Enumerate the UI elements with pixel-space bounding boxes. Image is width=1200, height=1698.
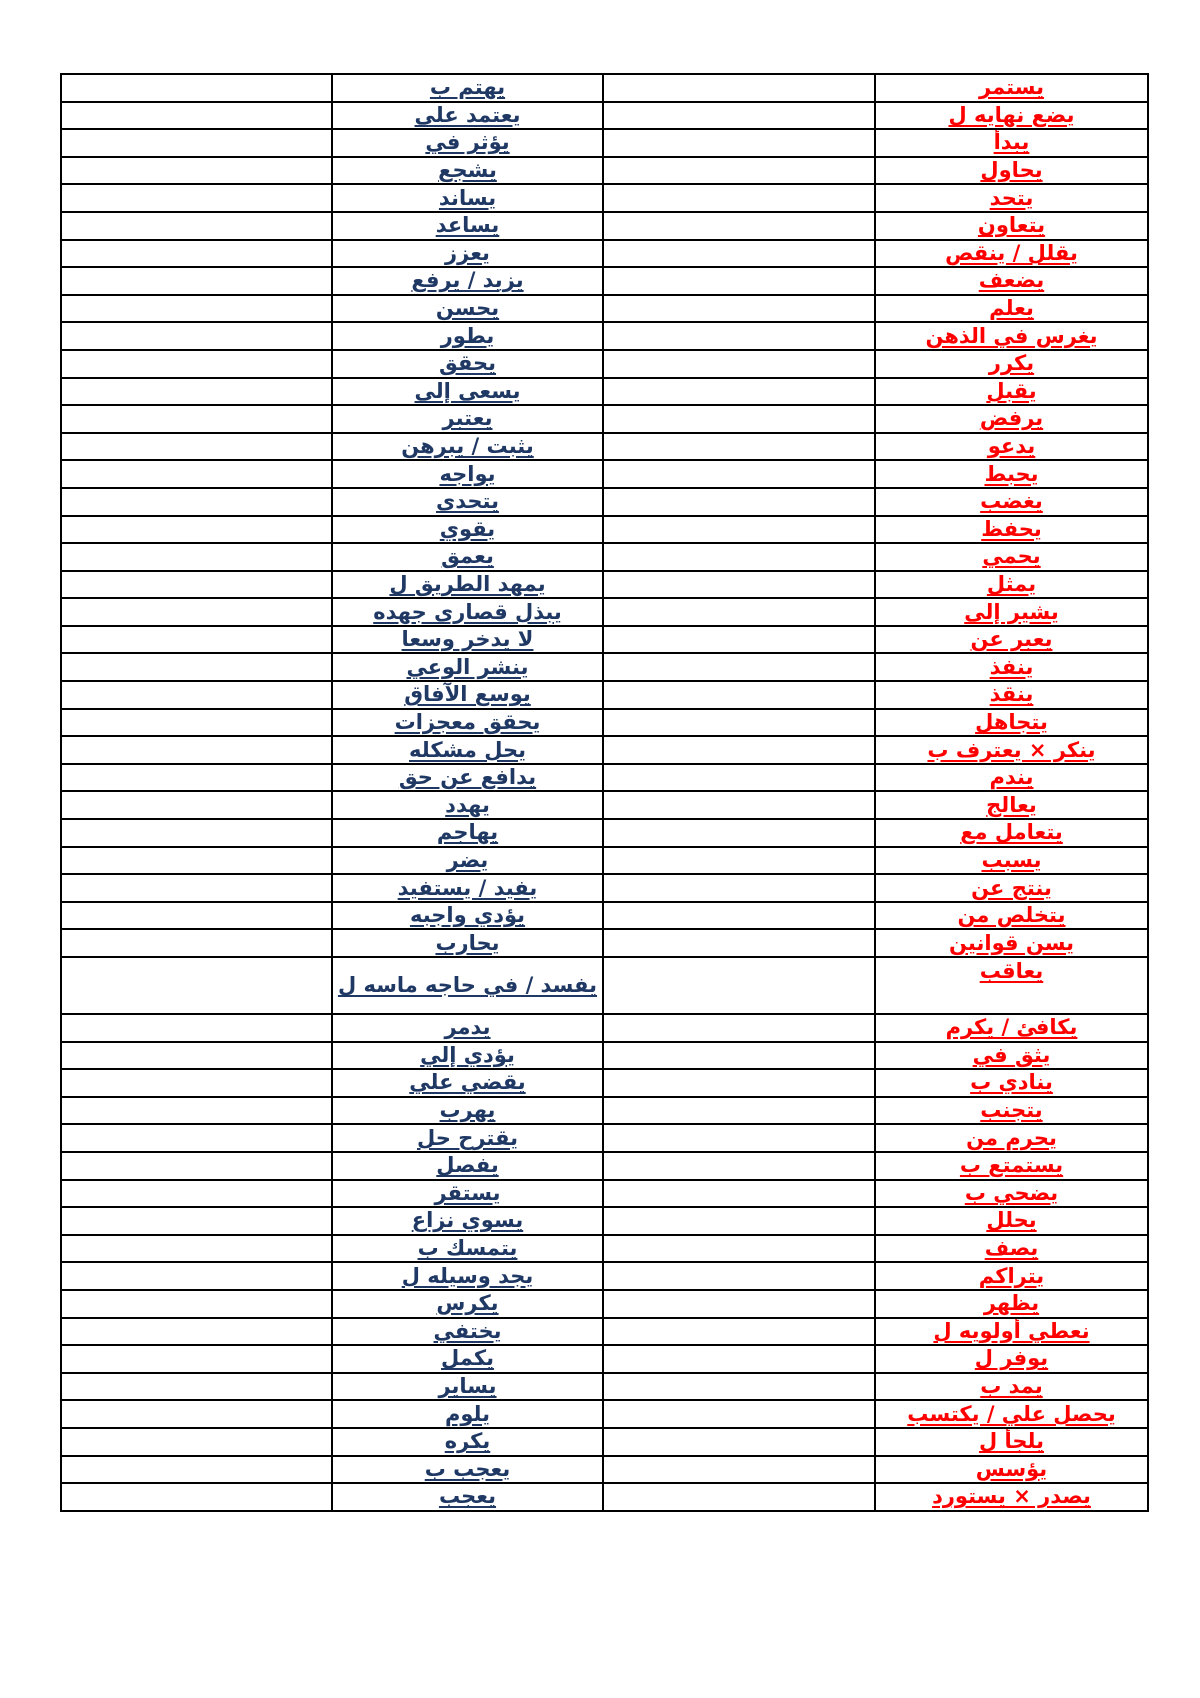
table-row xyxy=(61,902,1148,930)
verb-cell-blue: يعتمد على xyxy=(332,102,603,130)
blank-cell xyxy=(61,874,332,902)
verb-cell-blue: يلوم xyxy=(332,1400,603,1428)
blank-cell xyxy=(603,902,875,930)
blank-cell xyxy=(61,736,332,764)
blank-cell xyxy=(61,488,332,516)
table-row xyxy=(61,929,1148,957)
blank-cell xyxy=(603,405,875,433)
verb-cell-red: يلجأ ل xyxy=(875,1428,1148,1456)
verb-cell-red: يحصل علي / يكتسب xyxy=(875,1400,1148,1428)
blank-cell xyxy=(61,102,332,130)
verb-cell-red: يثق في xyxy=(875,1042,1148,1070)
blank-cell xyxy=(603,874,875,902)
verb-cell-red: يقبل xyxy=(875,378,1148,406)
blank-cell xyxy=(603,267,875,295)
blank-cell xyxy=(603,736,875,764)
blank-cell xyxy=(61,129,332,157)
verb-cell-red: يتراكم xyxy=(875,1262,1148,1290)
blank-cell xyxy=(603,1152,875,1180)
blank-cell xyxy=(61,1152,332,1180)
verb-cell-red: يحرم من xyxy=(875,1124,1148,1152)
blank-cell xyxy=(61,1290,332,1318)
table-row xyxy=(61,1152,1148,1180)
verb-cell-blue: يهدد xyxy=(332,791,603,819)
blank-cell xyxy=(61,1345,332,1373)
table-row xyxy=(61,543,1148,571)
blank-cell xyxy=(61,1069,332,1097)
verb-cell-red: يكرر xyxy=(875,350,1148,378)
table-row xyxy=(61,1124,1148,1152)
verb-cell-blue: يهاجم xyxy=(332,819,603,847)
verb-cell-red: يرفض xyxy=(875,405,1148,433)
blank-cell xyxy=(603,488,875,516)
verb-cell-blue: يمهد الطريق ل xyxy=(332,571,603,599)
table-row xyxy=(61,129,1148,157)
verb-cell-red: يتجاهل xyxy=(875,709,1148,737)
table-row xyxy=(61,1014,1148,1042)
table-row xyxy=(61,791,1148,819)
blank-cell xyxy=(603,240,875,268)
blank-cell xyxy=(61,791,332,819)
blank-cell xyxy=(61,847,332,875)
table-row xyxy=(61,1180,1148,1208)
blank-cell xyxy=(61,460,332,488)
verb-cell-blue: يساير xyxy=(332,1373,603,1401)
verb-cell-blue: يساند xyxy=(332,184,603,212)
verb-cell-blue: يوسع الآفاق xyxy=(332,681,603,709)
table-row xyxy=(61,157,1148,185)
table-row xyxy=(61,212,1148,240)
table-row xyxy=(61,1207,1148,1235)
blank-cell xyxy=(61,74,332,102)
verb-cell-red: يعبر عن xyxy=(875,626,1148,654)
blank-cell xyxy=(603,516,875,544)
verb-cell-blue: يسعى إلى xyxy=(332,378,603,406)
blank-cell xyxy=(603,1456,875,1484)
blank-cell xyxy=(61,1428,332,1456)
blank-cell xyxy=(603,764,875,792)
table-row xyxy=(61,267,1148,295)
verb-cell-blue: يدمر xyxy=(332,1014,603,1042)
verb-cell-blue: يعجب xyxy=(332,1483,603,1511)
verb-cell-blue: يفصل xyxy=(332,1152,603,1180)
blank-cell xyxy=(61,653,332,681)
verb-cell-blue: لا يدخر وسعا xyxy=(332,626,603,654)
blank-cell xyxy=(603,1373,875,1401)
blank-cell xyxy=(603,129,875,157)
blank-cell xyxy=(603,1014,875,1042)
blank-cell xyxy=(61,1207,332,1235)
blank-cell xyxy=(603,1124,875,1152)
blank-cell xyxy=(603,1262,875,1290)
blank-cell xyxy=(61,1483,332,1511)
blank-cell xyxy=(603,598,875,626)
blank-cell xyxy=(61,709,332,737)
blank-cell xyxy=(603,791,875,819)
verb-cell-red: يدعو xyxy=(875,433,1148,461)
verb-cell-red: يصف xyxy=(875,1235,1148,1263)
blank-cell xyxy=(61,764,332,792)
verb-cell-blue: يؤثر في xyxy=(332,129,603,157)
table-row xyxy=(61,1042,1148,1070)
verb-cell-red: يضعف xyxy=(875,267,1148,295)
verb-cell-blue: يحل مشكله xyxy=(332,736,603,764)
verb-cell-red: يحلل xyxy=(875,1207,1148,1235)
verb-cell-blue: يبذل قصارى جهده xyxy=(332,598,603,626)
table-row xyxy=(61,681,1148,709)
blank-cell xyxy=(61,295,332,323)
blank-cell xyxy=(61,1042,332,1070)
verb-cell-red: ينتج عن xyxy=(875,874,1148,902)
table-row xyxy=(61,1097,1148,1125)
table-row xyxy=(61,1345,1148,1373)
blank-cell xyxy=(61,1262,332,1290)
blank-cell xyxy=(61,1124,332,1152)
table-row xyxy=(61,819,1148,847)
blank-cell xyxy=(603,157,875,185)
blank-cell xyxy=(603,1180,875,1208)
table-row xyxy=(61,295,1148,323)
table-row xyxy=(61,184,1148,212)
verb-cell-red: يعلم xyxy=(875,295,1148,323)
blank-cell xyxy=(603,957,875,1014)
table-row xyxy=(61,1235,1148,1263)
table-row xyxy=(61,1428,1148,1456)
verb-cell-red: يحاول xyxy=(875,157,1148,185)
table-row xyxy=(61,1262,1148,1290)
blank-cell xyxy=(61,1097,332,1125)
verb-cell-blue: يكمل xyxy=(332,1345,603,1373)
blank-cell xyxy=(61,957,332,1014)
verb-cell-blue: يعتبر xyxy=(332,405,603,433)
blank-cell xyxy=(61,184,332,212)
table-row xyxy=(61,764,1148,792)
table-row xyxy=(61,460,1148,488)
blank-cell xyxy=(61,378,332,406)
blank-cell xyxy=(603,322,875,350)
verb-cell-red: يسبب xyxy=(875,847,1148,875)
table-row xyxy=(61,571,1148,599)
verb-cell-blue: يزيد / يرفع xyxy=(332,267,603,295)
table-row xyxy=(61,433,1148,461)
verb-cell-blue: يطور xyxy=(332,322,603,350)
verb-cell-red: يغضب xyxy=(875,488,1148,516)
verb-cell-blue: يحقق معجزات xyxy=(332,709,603,737)
verb-cell-blue: يقوي xyxy=(332,516,603,544)
blank-cell xyxy=(603,1428,875,1456)
verb-cell-blue: يواجه xyxy=(332,460,603,488)
table-row xyxy=(61,653,1148,681)
blank-cell xyxy=(603,1400,875,1428)
verb-cell-red: يضحي ب xyxy=(875,1180,1148,1208)
verb-cell-blue: يقضي علي xyxy=(332,1069,603,1097)
table-row xyxy=(61,102,1148,130)
verb-cell-red: يتخلص من xyxy=(875,902,1148,930)
table-row xyxy=(61,874,1148,902)
blank-cell xyxy=(61,240,332,268)
verb-cell-red: نعطي أولويه ل xyxy=(875,1318,1148,1346)
blank-cell xyxy=(603,212,875,240)
verb-cell-blue: يكرس xyxy=(332,1290,603,1318)
blank-cell xyxy=(603,295,875,323)
verb-cell-blue: يدافع عن حق xyxy=(332,764,603,792)
blank-cell xyxy=(603,378,875,406)
verb-cell-red: يحفظ xyxy=(875,516,1148,544)
blank-cell xyxy=(61,516,332,544)
blank-cell xyxy=(61,571,332,599)
table-row xyxy=(61,847,1148,875)
blank-cell xyxy=(603,1290,875,1318)
verb-cell-blue: ينشر الوعي xyxy=(332,653,603,681)
blank-cell xyxy=(61,1235,332,1263)
verb-cell-blue: يفيد / يستفيد xyxy=(332,874,603,902)
blank-cell xyxy=(603,1345,875,1373)
verb-cell-red: يشير إلى xyxy=(875,598,1148,626)
table-row xyxy=(61,1318,1148,1346)
verb-cell-red: يستمتع ب xyxy=(875,1152,1148,1180)
verb-cell-red: يعالج xyxy=(875,791,1148,819)
blank-cell xyxy=(61,157,332,185)
blank-cell xyxy=(61,433,332,461)
verb-cell-red: يضع نهايه ل xyxy=(875,102,1148,130)
blank-cell xyxy=(603,653,875,681)
verb-cell-red: يتجنب xyxy=(875,1097,1148,1125)
blank-cell xyxy=(603,847,875,875)
table-row xyxy=(61,1069,1148,1097)
table-row xyxy=(61,74,1148,102)
verb-cell-red: يعاقب xyxy=(875,957,1148,1014)
blank-cell xyxy=(603,1483,875,1511)
blank-cell xyxy=(61,267,332,295)
verb-cell-red: يوفر ل xyxy=(875,1345,1148,1373)
verb-cell-blue: يجد وسيله ل xyxy=(332,1262,603,1290)
verb-cell-blue: يعجب ب xyxy=(332,1456,603,1484)
blank-cell xyxy=(603,819,875,847)
table-row xyxy=(61,736,1148,764)
blank-cell xyxy=(61,598,332,626)
table-row xyxy=(61,598,1148,626)
verb-cell-blue: يحارب xyxy=(332,929,603,957)
blank-cell xyxy=(603,1097,875,1125)
verb-cell-blue: يضر xyxy=(332,847,603,875)
blank-cell xyxy=(61,212,332,240)
verb-cell-blue: يؤدي واجبه xyxy=(332,902,603,930)
table-row xyxy=(61,1400,1148,1428)
verb-cell-blue: يهرب xyxy=(332,1097,603,1125)
verb-cell-red: يتعامل مع xyxy=(875,819,1148,847)
blank-cell xyxy=(61,819,332,847)
blank-cell xyxy=(603,1318,875,1346)
verb-cell-red: يسن قوانين xyxy=(875,929,1148,957)
verb-cell-blue: يستقر xyxy=(332,1180,603,1208)
blank-cell xyxy=(603,681,875,709)
verb-cell-blue: يشجع xyxy=(332,157,603,185)
blank-cell xyxy=(603,350,875,378)
blank-cell xyxy=(603,709,875,737)
vocabulary-table xyxy=(60,73,1149,1512)
verb-cell-blue: يقترح حل xyxy=(332,1124,603,1152)
table-row xyxy=(61,1373,1148,1401)
table-row xyxy=(61,350,1148,378)
verb-cell-red: يكافئ / يكرم xyxy=(875,1014,1148,1042)
table-row xyxy=(61,378,1148,406)
verb-cell-blue: يهتم ب xyxy=(332,74,603,102)
verb-cell-red: يتحد xyxy=(875,184,1148,212)
verb-cell-blue: يكره xyxy=(332,1428,603,1456)
verb-cell-blue: يسوي نزاع xyxy=(332,1207,603,1235)
blank-cell xyxy=(61,1318,332,1346)
verb-cell-red: يظهر xyxy=(875,1290,1148,1318)
blank-cell xyxy=(603,74,875,102)
verb-cell-blue: يحقق xyxy=(332,350,603,378)
verb-cell-red: ينفذ xyxy=(875,653,1148,681)
blank-cell xyxy=(61,1400,332,1428)
table-row xyxy=(61,322,1148,350)
blank-cell xyxy=(61,1456,332,1484)
blank-cell xyxy=(603,184,875,212)
blank-cell xyxy=(603,929,875,957)
table-row xyxy=(61,488,1148,516)
verb-cell-red: يتعاون xyxy=(875,212,1148,240)
verb-cell-blue: يؤدي إلي xyxy=(332,1042,603,1070)
verb-cell-red: يمد ب xyxy=(875,1373,1148,1401)
table-row xyxy=(61,957,1148,1014)
blank-cell xyxy=(603,543,875,571)
blank-cell xyxy=(61,322,332,350)
verb-cell-red: يؤسس xyxy=(875,1456,1148,1484)
blank-cell xyxy=(61,681,332,709)
blank-cell xyxy=(61,1014,332,1042)
blank-cell xyxy=(61,350,332,378)
blank-cell xyxy=(603,460,875,488)
verb-cell-red: يندم xyxy=(875,764,1148,792)
blank-cell xyxy=(603,571,875,599)
verb-cell-red: يمثل xyxy=(875,571,1148,599)
table-row xyxy=(61,1290,1148,1318)
verb-cell-red: يقلل / ينقص xyxy=(875,240,1148,268)
blank-cell xyxy=(61,902,332,930)
verb-cell-blue: يعزز xyxy=(332,240,603,268)
verb-cell-red: يحبط xyxy=(875,460,1148,488)
verb-cell-blue: يعمق xyxy=(332,543,603,571)
table-row xyxy=(61,516,1148,544)
verb-cell-red: يصدر × يستورد xyxy=(875,1483,1148,1511)
blank-cell xyxy=(603,102,875,130)
verb-cell-red: يستمر xyxy=(875,74,1148,102)
verb-cell-red: يحمي xyxy=(875,543,1148,571)
blank-cell xyxy=(61,929,332,957)
table-row xyxy=(61,626,1148,654)
blank-cell xyxy=(603,1235,875,1263)
vocabulary-table-body xyxy=(61,74,1148,1511)
blank-cell xyxy=(61,626,332,654)
verb-cell-blue: يتمسك ب xyxy=(332,1235,603,1263)
verb-cell-red: ينقذ xyxy=(875,681,1148,709)
verb-cell-red: ينادي ب xyxy=(875,1069,1148,1097)
verb-cell-red: يغرس في الذهن xyxy=(875,322,1148,350)
table-row xyxy=(61,709,1148,737)
verb-cell-blue: يحسن xyxy=(332,295,603,323)
blank-cell xyxy=(61,543,332,571)
blank-cell xyxy=(603,433,875,461)
blank-cell xyxy=(61,405,332,433)
verb-cell-blue: يفسد / في حاجه ماسه ل xyxy=(332,957,603,1014)
table-row xyxy=(61,405,1148,433)
table-row xyxy=(61,1456,1148,1484)
blank-cell xyxy=(61,1180,332,1208)
verb-cell-red: ينكر × يعترف ب xyxy=(875,736,1148,764)
blank-cell xyxy=(603,1207,875,1235)
blank-cell xyxy=(61,1373,332,1401)
verb-cell-red: يبدأ xyxy=(875,129,1148,157)
table-row xyxy=(61,1483,1148,1511)
blank-cell xyxy=(603,1042,875,1070)
blank-cell xyxy=(603,626,875,654)
verb-cell-blue: يتحدى xyxy=(332,488,603,516)
blank-cell xyxy=(603,1069,875,1097)
verb-cell-blue: يساعد xyxy=(332,212,603,240)
table-row xyxy=(61,240,1148,268)
verb-cell-blue: يثبت / يبرهن xyxy=(332,433,603,461)
verb-cell-blue: يختفي xyxy=(332,1318,603,1346)
